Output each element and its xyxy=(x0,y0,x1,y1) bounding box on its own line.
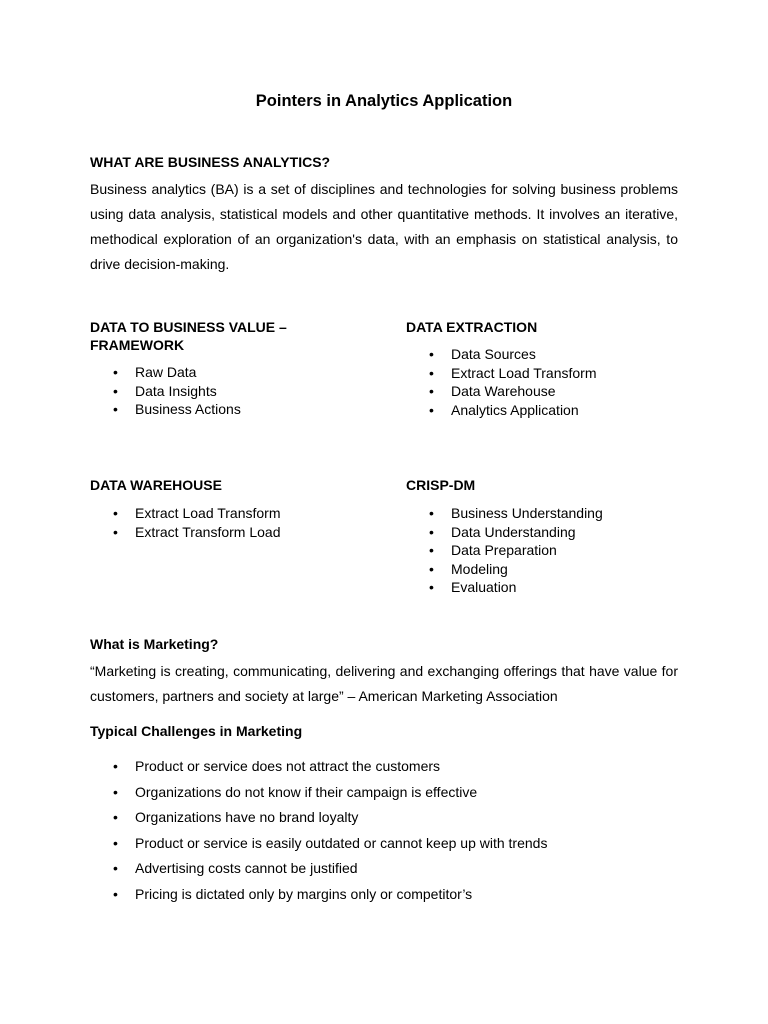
list-item-text: Evaluation xyxy=(451,579,517,596)
warehouse-heading: DATA WAREHOUSE xyxy=(90,477,222,493)
extraction-list xyxy=(406,345,597,419)
list-item xyxy=(406,560,603,579)
list-item xyxy=(406,401,597,420)
list-item-text: Pricing is dictated only by margins only or competitor’s xyxy=(135,885,473,902)
list-item xyxy=(90,805,547,831)
marketing-heading: What is Marketing? xyxy=(90,636,219,652)
list-item xyxy=(406,382,597,401)
list-item-text: Product or service is easily outdated or cannot keep up with trends xyxy=(135,834,548,851)
list-item-text: Data Insights xyxy=(135,382,217,399)
list-item-text: Organizations do not know if their campaign is effective xyxy=(135,783,478,800)
bullet-icon: • xyxy=(429,401,434,418)
bullet-icon: • xyxy=(429,560,434,577)
list-item-text: Organizations have no brand loyalty xyxy=(135,809,359,825)
list-item xyxy=(406,345,597,364)
bullet-icon: • xyxy=(113,364,118,380)
framework-heading-line2: FRAMEWORK xyxy=(90,337,185,353)
list-item xyxy=(406,541,603,560)
challenges-list xyxy=(90,754,547,907)
list-item xyxy=(90,780,547,806)
bullet-icon: • xyxy=(429,579,434,596)
list-item-text: Raw Data xyxy=(135,364,197,380)
list-item xyxy=(406,504,603,523)
list-item-text: Advertising costs cannot be justified xyxy=(135,860,358,876)
bullet-icon: • xyxy=(429,346,434,362)
list-item-text: Business Actions xyxy=(135,401,241,418)
extraction-heading: DATA EXTRACTION xyxy=(406,319,538,335)
ba-paragraph: Business analytics (BA) is a set of disciplines and technologies for solving business problems using data analysis, statistical models and other quantitative methods. It involves an iterative, methodical exploration of an organization's data, with an emphasis on statistical analysis, to drive decision-making. xyxy=(90,181,678,272)
bullet-icon: • xyxy=(429,505,434,521)
bullet-icon: • xyxy=(113,382,118,399)
bullet-icon: • xyxy=(113,523,118,540)
crisp-heading: CRISP-DM xyxy=(406,477,476,493)
list-item xyxy=(90,363,241,382)
framework-list xyxy=(90,363,241,419)
bullet-icon: • xyxy=(113,885,118,902)
list-item xyxy=(406,523,603,542)
list-item xyxy=(406,364,597,383)
bullet-icon: • xyxy=(429,383,434,400)
framework-heading xyxy=(90,318,350,354)
list-item xyxy=(90,831,547,857)
list-item xyxy=(90,754,547,780)
list-item-text: Extract Load Transform xyxy=(135,505,281,521)
bullet-icon: • xyxy=(429,364,434,381)
list-item-text: Business Understanding xyxy=(451,505,603,521)
bullet-icon: • xyxy=(113,758,118,774)
ba-heading: WHAT ARE BUSINESS ANALYTICS? xyxy=(90,154,331,170)
list-item xyxy=(90,523,281,542)
list-item-text: Product or service does not attract the customers xyxy=(135,758,441,774)
list-item-text: Modeling xyxy=(451,560,508,577)
bullet-icon: • xyxy=(113,505,118,521)
list-item-text: Data Sources xyxy=(451,346,536,362)
list-item-text: Data Understanding xyxy=(451,523,576,540)
list-item xyxy=(90,856,547,882)
bullet-icon: • xyxy=(429,523,434,540)
bullet-icon: • xyxy=(113,834,118,851)
list-item xyxy=(406,578,603,597)
page-title: Pointers in Analytics Application xyxy=(255,92,513,110)
list-item-text: Extract Load Transform xyxy=(451,364,597,381)
list-item-text: Analytics Application xyxy=(451,401,579,418)
list-item xyxy=(90,400,241,419)
bullet-icon: • xyxy=(113,809,118,825)
list-item-text: Extract Transform Load xyxy=(135,523,281,540)
crisp-list xyxy=(406,504,603,597)
framework-heading-line1: DATA TO BUSINESS VALUE – xyxy=(90,319,287,335)
list-item xyxy=(90,882,547,908)
bullet-icon: • xyxy=(113,401,118,418)
bullet-icon: • xyxy=(113,783,118,800)
list-item-text: Data Warehouse xyxy=(451,383,556,400)
marketing-quote: “Marketing is creating, communicating, delivering and exchanging offerings that have value for customers, partners and society at large” – American Marketing Association xyxy=(90,663,678,704)
warehouse-list xyxy=(90,504,281,541)
list-item-text: Data Preparation xyxy=(451,542,557,559)
challenges-heading: Typical Challenges in Marketing xyxy=(90,723,303,739)
list-item xyxy=(90,504,281,523)
bullet-icon: • xyxy=(429,542,434,559)
list-item xyxy=(90,382,241,401)
bullet-icon: • xyxy=(113,860,118,876)
